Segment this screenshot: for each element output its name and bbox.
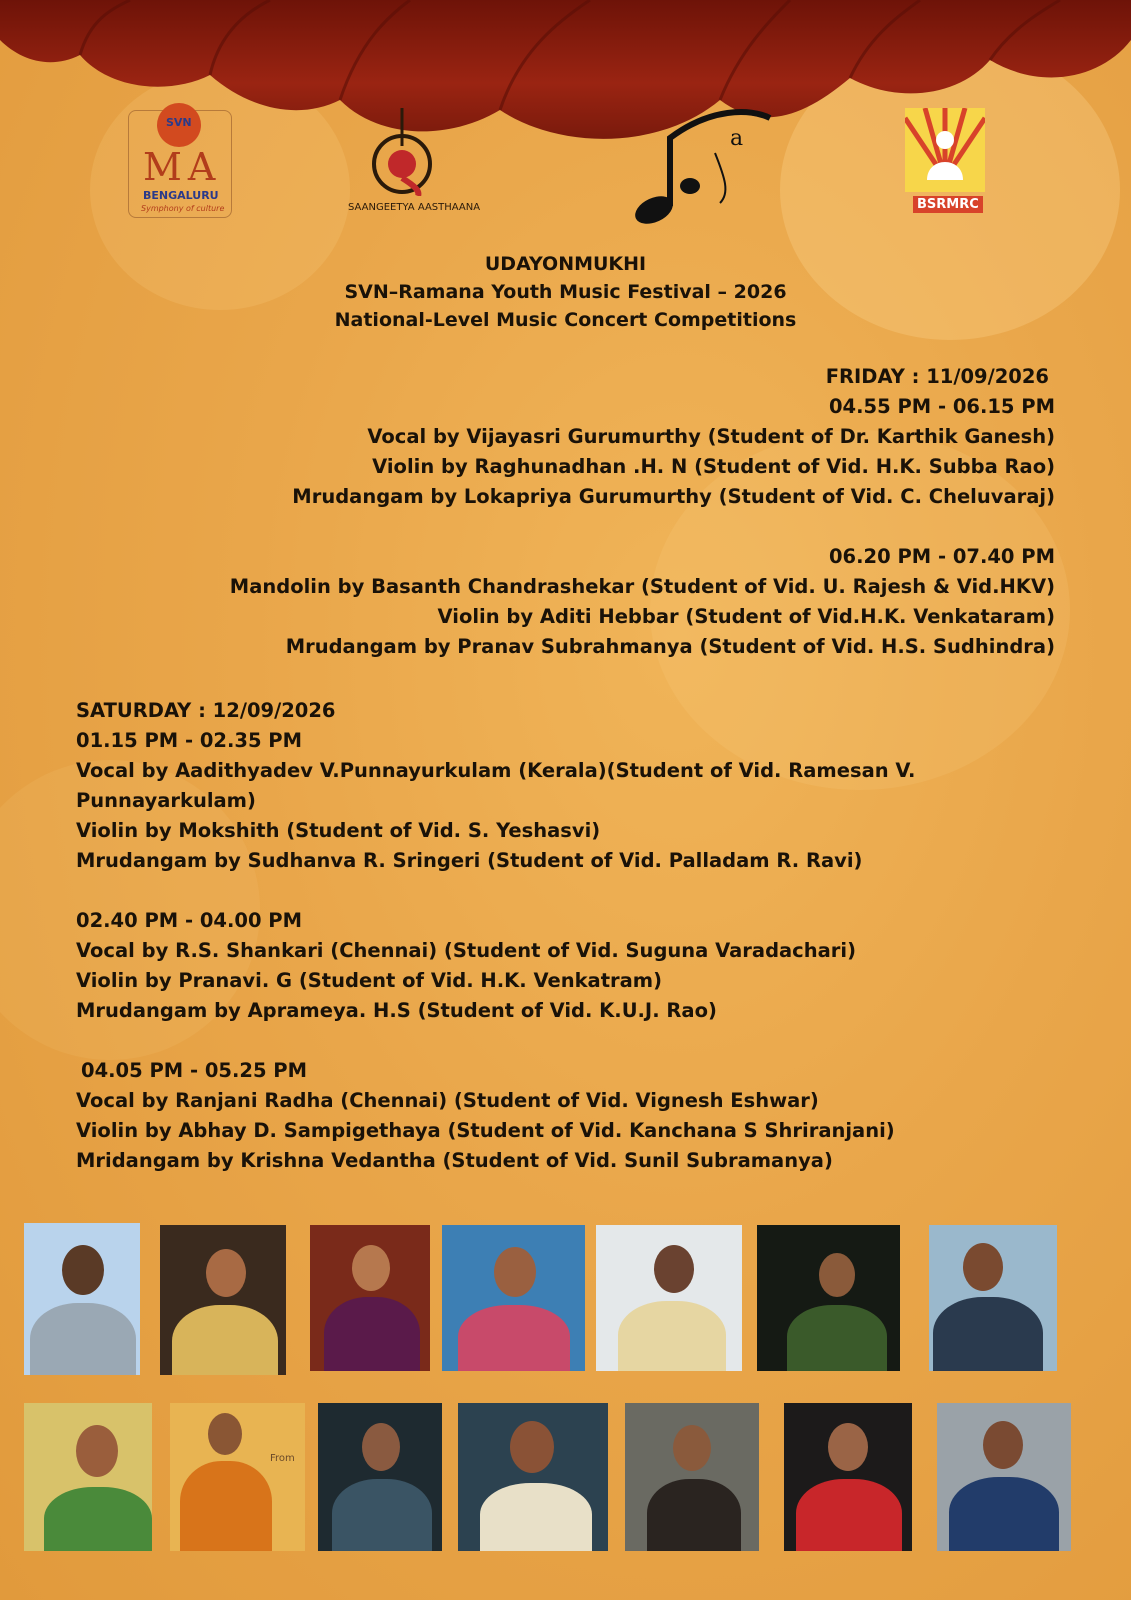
festival-title: UDAYONMUKHI: [484, 253, 647, 275]
performer-line: Violin by Aditi Hebbar (Student of Vid.H.K. Venkataram): [437, 605, 1055, 628]
artist-photo: [937, 1403, 1071, 1551]
performer-line: Violin by Raghunadhan .H. N (Student of Vid. H.K. Subba Rao): [372, 455, 1055, 478]
ma-logo-main: MA: [143, 145, 222, 189]
ma-logo-top: SVN: [166, 116, 192, 129]
bsrmrc-logo: [905, 108, 985, 216]
bsrmrc-label: BSRMRC: [913, 196, 983, 213]
saturday-day-heading: SATURDAY : 12/09/2026: [76, 699, 336, 722]
ma-logo-sub: BENGALURU: [143, 189, 219, 202]
friday-schedule: [230, 362, 1055, 662]
artist-photo: [442, 1225, 585, 1371]
performer-line: Vocal by R.S. Shankari (Chennai) (Student of Vid. Suguna Varadachari): [76, 939, 856, 962]
photo-caption: From: [270, 1453, 295, 1464]
performer-line: Vocal by Aadithyadev V.Punnayurkulam (Kerala)(Student of Vid. Ramesan V. Punnayarkulam): [76, 759, 916, 812]
slot-time: 01.15 PM - 02.35 PM: [76, 729, 303, 752]
artist-photo: [596, 1225, 742, 1371]
artist-photo: [310, 1225, 430, 1371]
artist-photo: [458, 1403, 608, 1551]
artist-photo: [784, 1403, 912, 1551]
slot-time: 04.05 PM - 05.25 PM: [81, 1059, 308, 1082]
performer-line: Violin by Mokshith (Student of Vid. S. Yeshasvi): [76, 819, 601, 842]
slot-time: 04.55 PM - 06.15 PM: [828, 395, 1055, 418]
artist-photo: [24, 1223, 140, 1375]
music-note-logo: [630, 98, 780, 228]
festival-tagline: National-Level Music Concert Competitions: [334, 309, 797, 331]
saangeetya-label: SAANGEETYA AASTHAANA: [348, 202, 481, 213]
artist-photo: [24, 1403, 152, 1551]
performer-line: Violin by Pranavi. G (Student of Vid. H.K. Venkatram): [76, 969, 663, 992]
artist-photo: [170, 1403, 305, 1551]
performer-line: Mrudangam by Lokapriya Gurumurthy (Student of Vid. C. Cheluvaraj): [292, 485, 1055, 508]
artist-photo: [757, 1225, 900, 1371]
music-note-icon: [630, 98, 780, 228]
music-note-letter: a: [730, 126, 744, 151]
artist-photo: [318, 1403, 442, 1551]
performer-line: Violin by Abhay D. Sampigethaya (Student of Vid. Kanchana S Shriranjani): [76, 1119, 895, 1142]
sponsor-logos: [0, 88, 1131, 228]
performer-line: Mrudangam by Sudhanva R. Sringeri (Student of Vid. Palladam R. Ravi): [76, 849, 863, 872]
artist-photo: [160, 1225, 286, 1375]
saangeetya-aasthaana-logo: [340, 106, 480, 221]
festival-subtitle: SVN–Ramana Youth Music Festival – 2026: [344, 281, 787, 303]
veena-icon: [340, 106, 480, 196]
performer-line: Mrudangam by Aprameya. H.S (Student of Vid. K.U.J. Rao): [76, 999, 717, 1022]
ma-bengaluru-logo: [128, 110, 232, 218]
ma-logo-tagline: Symphony of culture: [141, 204, 225, 213]
performer-line: Vocal by Ranjani Radha (Chennai) (Student of Vid. Vignesh Eshwar): [76, 1089, 819, 1112]
artist-photo: [929, 1225, 1057, 1371]
performer-line: Mandolin by Basanth Chandrashekar (Student of Vid. U. Rajesh & Vid.HKV): [229, 575, 1055, 598]
saturday-schedule: [76, 696, 1076, 1176]
slot-time: 02.40 PM - 04.00 PM: [76, 909, 303, 932]
festival-header: [0, 250, 1131, 334]
performer-line: Mrudangam by Pranav Subrahmanya (Student of Vid. H.S. Sudhindra): [285, 635, 1055, 658]
friday-day-heading: FRIDAY : 11/09/2026: [825, 365, 1049, 388]
performer-line: Vocal by Vijayasri Gurumurthy (Student of Dr. Karthik Ganesh): [367, 425, 1055, 448]
performer-line: Mridangam by Krishna Vedantha (Student of Vid. Sunil Subramanya): [76, 1149, 833, 1172]
artist-photo: [625, 1403, 759, 1551]
slot-time: 06.20 PM - 07.40 PM: [828, 545, 1055, 568]
sun-rays-meditation-icon: [905, 108, 985, 192]
